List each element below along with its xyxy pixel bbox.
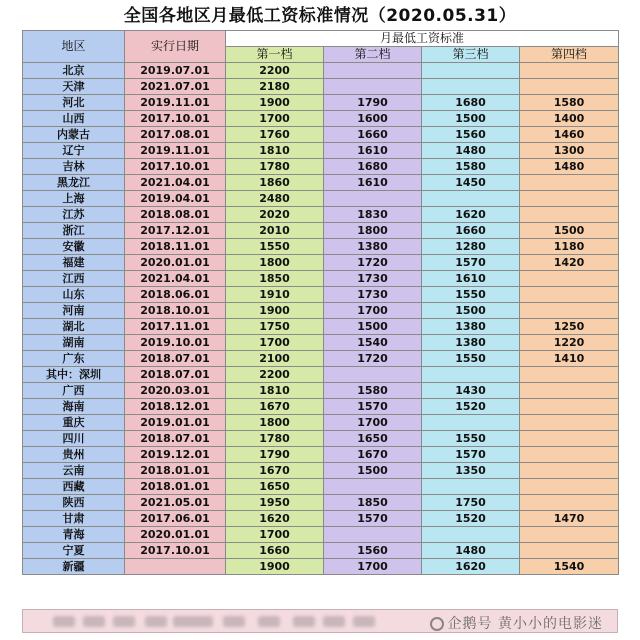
- cell-tier-3: [422, 415, 520, 431]
- cell-region: 青海: [23, 527, 125, 543]
- blurred-text: [173, 616, 213, 627]
- cell-tier-4: 1250: [520, 319, 619, 335]
- cell-date: 2021.04.01: [125, 175, 226, 191]
- cell-date: 2019.07.01: [125, 63, 226, 79]
- cell-tier-1: 2100: [226, 351, 324, 367]
- cell-tier-3: 1580: [422, 159, 520, 175]
- cell-tier-4: [520, 303, 619, 319]
- cell-tier-2: [324, 191, 422, 207]
- cell-tier-3: 1480: [422, 143, 520, 159]
- cell-tier-2: 1720: [324, 255, 422, 271]
- header-tier-1: 第一档: [226, 47, 324, 63]
- cell-tier-3: 1620: [422, 559, 520, 575]
- cell-date: 2018.01.01: [125, 463, 226, 479]
- cell-tier-4: [520, 479, 619, 495]
- table-row: [23, 207, 619, 223]
- cell-tier-2: [324, 367, 422, 383]
- header-tier-4: 第四档: [520, 47, 619, 63]
- cell-region: 浙江: [23, 223, 125, 239]
- cell-tier-2: 1580: [324, 383, 422, 399]
- blurred-text: [258, 616, 280, 627]
- watermark: [430, 613, 603, 633]
- cell-tier-3: 1570: [422, 255, 520, 271]
- cell-region: 新疆: [23, 559, 125, 575]
- cell-tier-4: [520, 463, 619, 479]
- cell-tier-1: 1550: [226, 239, 324, 255]
- cell-date: 2021.04.01: [125, 271, 226, 287]
- cell-tier-2: 1570: [324, 399, 422, 415]
- cell-region: 湖南: [23, 335, 125, 351]
- cell-date: [125, 559, 226, 575]
- cell-tier-4: [520, 415, 619, 431]
- cell-tier-1: 1900: [226, 559, 324, 575]
- cell-date: 2020.01.01: [125, 255, 226, 271]
- cell-tier-2: 1610: [324, 175, 422, 191]
- header-tier-3: 第三档: [422, 47, 520, 63]
- cell-tier-3: 1430: [422, 383, 520, 399]
- cell-tier-3: 1350: [422, 463, 520, 479]
- cell-region: 四川: [23, 431, 125, 447]
- table-row: [23, 415, 619, 431]
- watermark-text: 企鹅号 黄小小的电影迷: [447, 616, 603, 632]
- blurred-text: [53, 616, 75, 627]
- cell-tier-4: [520, 447, 619, 463]
- cell-date: 2018.08.01: [125, 207, 226, 223]
- cell-tier-2: 1700: [324, 415, 422, 431]
- cell-tier-4: 1180: [520, 239, 619, 255]
- cell-region: 西藏: [23, 479, 125, 495]
- table-row: [23, 191, 619, 207]
- cell-tier-1: 1650: [226, 479, 324, 495]
- cell-region: 河北: [23, 95, 125, 111]
- table-row: [23, 543, 619, 559]
- blurred-text: [293, 616, 315, 627]
- table-row: [23, 463, 619, 479]
- cell-tier-2: 1570: [324, 511, 422, 527]
- table-body: [23, 63, 619, 575]
- table-row: [23, 95, 619, 111]
- table-row: [23, 559, 619, 575]
- cell-tier-4: 1410: [520, 351, 619, 367]
- cell-date: 2018.10.01: [125, 303, 226, 319]
- cell-region: 天津: [23, 79, 125, 95]
- cell-tier-2: 1500: [324, 319, 422, 335]
- cell-tier-2: 1730: [324, 271, 422, 287]
- cell-tier-2: 1850: [324, 495, 422, 511]
- cell-region: 福建: [23, 255, 125, 271]
- table-row: [23, 527, 619, 543]
- cell-tier-1: 1750: [226, 319, 324, 335]
- cell-date: 2020.03.01: [125, 383, 226, 399]
- cell-tier-4: [520, 79, 619, 95]
- cell-tier-3: [422, 79, 520, 95]
- cell-region: 江西: [23, 271, 125, 287]
- cell-tier-3: 1550: [422, 431, 520, 447]
- cell-tier-3: 1680: [422, 95, 520, 111]
- cell-tier-4: 1470: [520, 511, 619, 527]
- cell-tier-4: [520, 207, 619, 223]
- cell-tier-4: 1460: [520, 127, 619, 143]
- cell-tier-4: [520, 271, 619, 287]
- cell-tier-1: 1900: [226, 95, 324, 111]
- table-row: [23, 479, 619, 495]
- cell-tier-4: [520, 287, 619, 303]
- cell-region: 安徽: [23, 239, 125, 255]
- blurred-text: [323, 616, 345, 627]
- cell-date: 2017.10.01: [125, 543, 226, 559]
- cell-tier-1: 1900: [226, 303, 324, 319]
- cell-tier-3: [422, 527, 520, 543]
- blurred-text: [145, 616, 167, 627]
- cell-tier-3: 1550: [422, 287, 520, 303]
- cell-tier-4: [520, 367, 619, 383]
- cell-tier-1: 2200: [226, 63, 324, 79]
- cell-tier-2: 1600: [324, 111, 422, 127]
- table-row: [23, 511, 619, 527]
- cell-tier-4: [520, 399, 619, 415]
- cell-tier-3: [422, 63, 520, 79]
- table-row: [23, 383, 619, 399]
- cell-region: 其中：深圳: [23, 367, 125, 383]
- table-row: [23, 367, 619, 383]
- cell-tier-4: 1420: [520, 255, 619, 271]
- cell-region: 吉林: [23, 159, 125, 175]
- cell-tier-2: [324, 79, 422, 95]
- cell-region: 广东: [23, 351, 125, 367]
- cell-region: 上海: [23, 191, 125, 207]
- blurred-text: [113, 616, 135, 627]
- header-date: 实行日期: [125, 31, 226, 63]
- cell-region: 陕西: [23, 495, 125, 511]
- cell-date: 2018.01.01: [125, 479, 226, 495]
- table-row: [23, 495, 619, 511]
- cell-tier-4: [520, 191, 619, 207]
- cell-tier-2: 1700: [324, 303, 422, 319]
- cell-date: 2017.12.01: [125, 223, 226, 239]
- cell-tier-3: 1480: [422, 543, 520, 559]
- cell-tier-1: 2020: [226, 207, 324, 223]
- cell-region: 重庆: [23, 415, 125, 431]
- cell-tier-2: 1720: [324, 351, 422, 367]
- min-wage-table: [22, 30, 619, 575]
- cell-region: 辽宁: [23, 143, 125, 159]
- table-row: [23, 399, 619, 415]
- blurred-text: [83, 616, 105, 627]
- cell-tier-2: 1790: [324, 95, 422, 111]
- cell-tier-2: 1660: [324, 127, 422, 143]
- cell-tier-1: 1760: [226, 127, 324, 143]
- cell-date: 2017.10.01: [125, 111, 226, 127]
- cell-tier-3: 1500: [422, 303, 520, 319]
- cell-tier-1: 2200: [226, 367, 324, 383]
- cell-tier-1: 1700: [226, 335, 324, 351]
- cell-date: 2018.11.01: [125, 239, 226, 255]
- cell-tier-1: 1910: [226, 287, 324, 303]
- cell-date: 2019.11.01: [125, 95, 226, 111]
- blurred-text: [223, 616, 245, 627]
- cell-tier-1: 1780: [226, 431, 324, 447]
- cell-tier-2: 1650: [324, 431, 422, 447]
- cell-region: 海南: [23, 399, 125, 415]
- cell-date: 2018.07.01: [125, 351, 226, 367]
- cell-tier-2: 1830: [324, 207, 422, 223]
- table-row: [23, 303, 619, 319]
- cell-date: 2019.11.01: [125, 143, 226, 159]
- table-row: [23, 351, 619, 367]
- cell-tier-1: 1850: [226, 271, 324, 287]
- cell-date: 2017.06.01: [125, 511, 226, 527]
- cell-tier-3: 1380: [422, 319, 520, 335]
- cell-region: 山东: [23, 287, 125, 303]
- blurred-text: [353, 616, 375, 627]
- cell-date: 2019.12.01: [125, 447, 226, 463]
- cell-tier-1: 1700: [226, 111, 324, 127]
- cell-tier-3: 1750: [422, 495, 520, 511]
- cell-tier-3: 1610: [422, 271, 520, 287]
- cell-tier-1: 1800: [226, 255, 324, 271]
- cell-tier-3: 1500: [422, 111, 520, 127]
- cell-tier-2: [324, 527, 422, 543]
- cell-tier-1: 1670: [226, 399, 324, 415]
- cell-tier-1: 2010: [226, 223, 324, 239]
- cell-tier-1: 2180: [226, 79, 324, 95]
- cell-tier-2: 1680: [324, 159, 422, 175]
- cell-region: 江苏: [23, 207, 125, 223]
- cell-tier-4: [520, 175, 619, 191]
- cell-tier-4: [520, 543, 619, 559]
- cell-date: 2017.11.01: [125, 319, 226, 335]
- cell-date: 2019.10.01: [125, 335, 226, 351]
- cell-tier-4: [520, 63, 619, 79]
- cell-region: 内蒙古: [23, 127, 125, 143]
- cell-date: 2020.01.01: [125, 527, 226, 543]
- cell-tier-1: 2480: [226, 191, 324, 207]
- header-tier-2: 第二档: [324, 47, 422, 63]
- cell-tier-2: 1560: [324, 543, 422, 559]
- header-region: 地区: [23, 31, 125, 63]
- cell-tier-1: 1670: [226, 463, 324, 479]
- table-row: [23, 271, 619, 287]
- cell-tier-3: 1450: [422, 175, 520, 191]
- cell-tier-1: 1810: [226, 143, 324, 159]
- cell-tier-1: 1780: [226, 159, 324, 175]
- cell-date: 2017.08.01: [125, 127, 226, 143]
- cell-date: 2018.07.01: [125, 431, 226, 447]
- cell-date: 2018.06.01: [125, 287, 226, 303]
- cell-tier-4: 1540: [520, 559, 619, 575]
- cell-date: 2019.04.01: [125, 191, 226, 207]
- cell-region: 河南: [23, 303, 125, 319]
- cell-tier-2: 1540: [324, 335, 422, 351]
- cell-tier-1: 1700: [226, 527, 324, 543]
- cell-tier-1: 1620: [226, 511, 324, 527]
- cell-tier-2: 1700: [324, 559, 422, 575]
- cell-tier-4: [520, 383, 619, 399]
- cell-tier-1: 1660: [226, 543, 324, 559]
- cell-tier-4: 1480: [520, 159, 619, 175]
- cell-tier-3: [422, 479, 520, 495]
- table-row: [23, 63, 619, 79]
- table-row: [23, 431, 619, 447]
- cell-tier-3: 1380: [422, 335, 520, 351]
- cell-tier-4: [520, 431, 619, 447]
- cell-tier-2: 1380: [324, 239, 422, 255]
- cell-tier-3: 1280: [422, 239, 520, 255]
- cell-region: 北京: [23, 63, 125, 79]
- cell-region: 宁夏: [23, 543, 125, 559]
- cell-tier-4: 1400: [520, 111, 619, 127]
- cell-tier-3: 1570: [422, 447, 520, 463]
- cell-region: 贵州: [23, 447, 125, 463]
- cell-tier-1: 1950: [226, 495, 324, 511]
- cell-tier-2: 1730: [324, 287, 422, 303]
- cell-date: 2017.10.01: [125, 159, 226, 175]
- cell-tier-2: 1800: [324, 223, 422, 239]
- cell-region: 广西: [23, 383, 125, 399]
- cell-tier-3: [422, 191, 520, 207]
- cell-date: 2019.01.01: [125, 415, 226, 431]
- cell-tier-2: [324, 479, 422, 495]
- footer-bar: [22, 609, 618, 633]
- cell-tier-1: 1790: [226, 447, 324, 463]
- cell-tier-4: [520, 495, 619, 511]
- cell-date: 2018.12.01: [125, 399, 226, 415]
- table-row: [23, 287, 619, 303]
- table-row: [23, 127, 619, 143]
- header-group: 月最低工资标准: [226, 31, 619, 47]
- table-row: [23, 255, 619, 271]
- table-row: [23, 447, 619, 463]
- table-row: [23, 223, 619, 239]
- cell-tier-1: 1810: [226, 383, 324, 399]
- cell-tier-4: 1220: [520, 335, 619, 351]
- cell-date: 2018.07.01: [125, 367, 226, 383]
- cell-tier-2: 1500: [324, 463, 422, 479]
- page-title: 全国各地区月最低工资标准情况（2020.05.31）: [123, 6, 517, 26]
- cell-tier-1: 1800: [226, 415, 324, 431]
- table-row: [23, 319, 619, 335]
- cell-region: 黑龙江: [23, 175, 125, 191]
- cell-tier-4: [520, 527, 619, 543]
- cell-tier-1: 1860: [226, 175, 324, 191]
- cell-tier-4: 1580: [520, 95, 619, 111]
- cell-date: 2021.07.01: [125, 79, 226, 95]
- cell-region: 甘肃: [23, 511, 125, 527]
- table-row: [23, 143, 619, 159]
- cell-tier-3: 1620: [422, 207, 520, 223]
- table-row: [23, 79, 619, 95]
- cell-tier-3: [422, 367, 520, 383]
- cell-tier-2: 1670: [324, 447, 422, 463]
- cell-tier-3: 1520: [422, 511, 520, 527]
- cell-tier-3: 1560: [422, 127, 520, 143]
- cell-region: 湖北: [23, 319, 125, 335]
- cell-tier-3: 1660: [422, 223, 520, 239]
- cell-tier-4: 1500: [520, 223, 619, 239]
- cell-tier-3: 1550: [422, 351, 520, 367]
- cell-tier-4: 1300: [520, 143, 619, 159]
- table-row: [23, 239, 619, 255]
- penguin-logo-icon: [430, 617, 444, 631]
- table-row: [23, 335, 619, 351]
- cell-tier-2: 1610: [324, 143, 422, 159]
- cell-tier-3: 1520: [422, 399, 520, 415]
- cell-region: 山西: [23, 111, 125, 127]
- cell-region: 云南: [23, 463, 125, 479]
- table-row: [23, 159, 619, 175]
- table-row: [23, 175, 619, 191]
- cell-date: 2021.05.01: [125, 495, 226, 511]
- table-row: [23, 111, 619, 127]
- cell-tier-2: [324, 63, 422, 79]
